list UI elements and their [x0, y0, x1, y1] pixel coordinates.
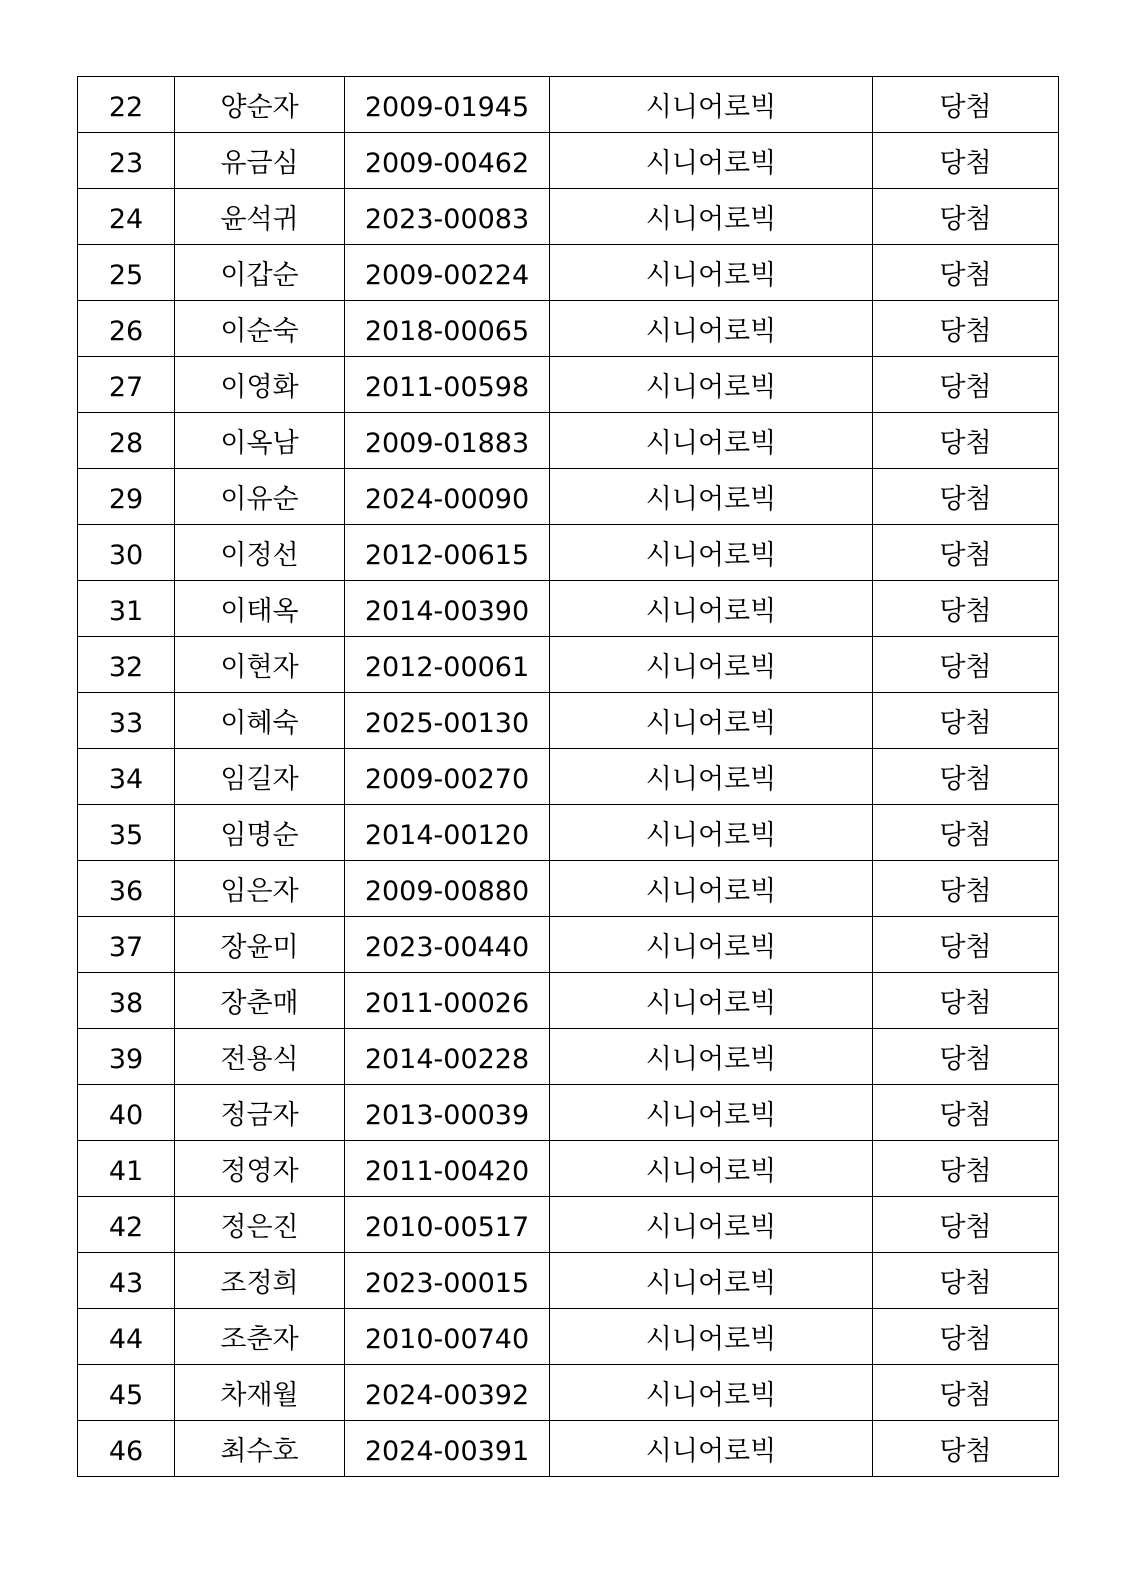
row-number-cell-text: 23 — [108, 148, 144, 179]
result-cell-text: 당첨 — [939, 260, 992, 291]
table-row — [78, 1421, 1059, 1477]
result-cell — [873, 637, 1059, 693]
table-row — [78, 581, 1059, 637]
row-number-cell-text: 37 — [108, 932, 144, 963]
name-cell — [175, 1029, 345, 1085]
member-id-cell-text: 2013-00039 — [364, 1100, 530, 1131]
member-id-cell — [345, 693, 550, 749]
name-cell-text: 이현자 — [220, 652, 299, 683]
result-cell-text: 당첨 — [939, 1044, 992, 1075]
table-row — [78, 1309, 1059, 1365]
member-id-cell-text: 2011-00598 — [364, 372, 530, 403]
table-body — [78, 77, 1059, 1477]
row-number-cell-text: 27 — [108, 372, 144, 403]
member-id-cell-text: 2024-00391 — [364, 1436, 530, 1467]
member-id-cell-text: 2011-00420 — [364, 1156, 530, 1187]
name-cell — [175, 357, 345, 413]
program-cell — [550, 1085, 873, 1141]
result-cell-text: 당첨 — [939, 316, 992, 347]
table-row — [78, 917, 1059, 973]
row-number-cell-text: 38 — [108, 988, 144, 1019]
program-cell — [550, 357, 873, 413]
name-cell — [175, 133, 345, 189]
member-id-cell-text: 2009-00270 — [364, 764, 530, 795]
result-cell — [873, 1141, 1059, 1197]
row-number-cell-text: 46 — [108, 1436, 144, 1467]
result-cell — [873, 469, 1059, 525]
name-cell-text: 전용식 — [220, 1044, 299, 1075]
row-number-cell — [78, 1029, 175, 1085]
program-cell-text: 시니어로빅 — [645, 1324, 777, 1355]
result-cell — [873, 1029, 1059, 1085]
member-id-cell-text: 2023-00083 — [364, 204, 530, 235]
row-number-cell — [78, 749, 175, 805]
member-id-cell — [345, 413, 550, 469]
name-cell — [175, 637, 345, 693]
member-id-cell-text: 2012-00615 — [364, 540, 530, 571]
member-id-cell — [345, 917, 550, 973]
result-cell — [873, 1365, 1059, 1421]
program-cell-text: 시니어로빅 — [645, 260, 777, 291]
row-number-cell — [78, 1197, 175, 1253]
member-id-cell-text: 2014-00228 — [364, 1044, 530, 1075]
table-row — [78, 1141, 1059, 1197]
row-number-cell — [78, 1421, 175, 1477]
table-row — [78, 1029, 1059, 1085]
result-cell — [873, 133, 1059, 189]
result-cell — [873, 749, 1059, 805]
name-cell-text: 양순자 — [220, 92, 299, 123]
program-cell-text: 시니어로빅 — [645, 932, 777, 963]
name-cell-text: 정영자 — [220, 1156, 299, 1187]
member-id-cell-text: 2009-01945 — [364, 92, 530, 123]
member-id-cell — [345, 1365, 550, 1421]
table-row — [78, 413, 1059, 469]
name-cell-text: 이정선 — [220, 540, 299, 571]
program-cell-text: 시니어로빅 — [645, 148, 777, 179]
program-cell-text: 시니어로빅 — [645, 204, 777, 235]
program-cell — [550, 1421, 873, 1477]
name-cell-text: 임은자 — [220, 876, 299, 907]
row-number-cell-text: 26 — [108, 316, 144, 347]
name-cell — [175, 805, 345, 861]
name-cell — [175, 1085, 345, 1141]
program-cell-text: 시니어로빅 — [645, 428, 777, 459]
result-cell-text: 당첨 — [939, 1324, 992, 1355]
member-id-cell-text: 2023-00440 — [364, 932, 530, 963]
name-cell — [175, 301, 345, 357]
result-cell-text: 당첨 — [939, 708, 992, 739]
name-cell — [175, 77, 345, 133]
result-cell — [873, 1197, 1059, 1253]
result-cell-text: 당첨 — [939, 876, 992, 907]
name-cell-text: 임길자 — [220, 764, 299, 795]
program-cell — [550, 1253, 873, 1309]
member-id-cell — [345, 973, 550, 1029]
row-number-cell-text: 33 — [108, 708, 144, 739]
name-cell-text: 이영화 — [220, 372, 299, 403]
result-cell — [873, 917, 1059, 973]
result-cell-text: 당첨 — [939, 204, 992, 235]
table-row — [78, 133, 1059, 189]
name-cell — [175, 917, 345, 973]
program-cell — [550, 189, 873, 245]
member-id-cell-text: 2010-00740 — [364, 1324, 530, 1355]
program-cell — [550, 805, 873, 861]
member-id-cell-text: 2024-00090 — [364, 484, 530, 515]
result-cell — [873, 973, 1059, 1029]
table-row — [78, 77, 1059, 133]
program-cell-text: 시니어로빅 — [645, 988, 777, 1019]
row-number-cell-text: 35 — [108, 820, 144, 851]
name-cell — [175, 469, 345, 525]
member-id-cell-text: 2010-00517 — [364, 1212, 530, 1243]
row-number-cell-text: 41 — [108, 1156, 144, 1187]
row-number-cell-text: 39 — [108, 1044, 144, 1075]
member-id-cell-text: 2018-00065 — [364, 316, 530, 347]
row-number-cell — [78, 525, 175, 581]
member-id-cell-text: 2014-00120 — [364, 820, 530, 851]
result-cell-text: 당첨 — [939, 764, 992, 795]
row-number-cell-text: 45 — [108, 1380, 144, 1411]
program-cell — [550, 1365, 873, 1421]
program-cell-text: 시니어로빅 — [645, 1268, 777, 1299]
member-id-cell — [345, 525, 550, 581]
result-cell-text: 당첨 — [939, 1268, 992, 1299]
member-id-cell-text: 2024-00392 — [364, 1380, 530, 1411]
result-cell-text: 당첨 — [939, 484, 992, 515]
member-id-cell-text: 2025-00130 — [364, 708, 530, 739]
program-cell — [550, 301, 873, 357]
member-id-cell-text: 2012-00061 — [364, 652, 530, 683]
member-id-cell-text: 2014-00390 — [364, 596, 530, 627]
member-id-cell-text: 2009-00880 — [364, 876, 530, 907]
program-cell-text: 시니어로빅 — [645, 1044, 777, 1075]
row-number-cell — [78, 301, 175, 357]
member-id-cell — [345, 861, 550, 917]
result-cell-text: 당첨 — [939, 1100, 992, 1131]
name-cell-text: 이유순 — [220, 484, 299, 515]
program-cell-text: 시니어로빅 — [645, 652, 777, 683]
result-cell — [873, 1085, 1059, 1141]
member-id-cell — [345, 1029, 550, 1085]
name-cell-text: 이갑순 — [220, 260, 299, 291]
member-id-cell-text: 2009-00224 — [364, 260, 530, 291]
name-cell-text: 최수호 — [220, 1436, 299, 1467]
table-row — [78, 1197, 1059, 1253]
name-cell-text: 윤석귀 — [220, 204, 299, 235]
row-number-cell-text: 36 — [108, 876, 144, 907]
name-cell-text: 유금심 — [220, 148, 299, 179]
name-cell-text: 이태옥 — [220, 596, 299, 627]
program-cell-text: 시니어로빅 — [645, 372, 777, 403]
name-cell — [175, 749, 345, 805]
name-cell-text: 정은진 — [220, 1212, 299, 1243]
program-cell-text: 시니어로빅 — [645, 1380, 777, 1411]
program-cell — [550, 1141, 873, 1197]
result-cell-text: 당첨 — [939, 596, 992, 627]
table-row — [78, 973, 1059, 1029]
row-number-cell-text: 31 — [108, 596, 144, 627]
name-cell — [175, 1141, 345, 1197]
name-cell — [175, 413, 345, 469]
member-id-cell — [345, 1309, 550, 1365]
name-cell — [175, 693, 345, 749]
program-cell — [550, 693, 873, 749]
program-cell-text: 시니어로빅 — [645, 1436, 777, 1467]
name-cell — [175, 189, 345, 245]
table-row — [78, 1365, 1059, 1421]
table-row — [78, 469, 1059, 525]
result-cell-text: 당첨 — [939, 92, 992, 123]
name-cell-text: 차재월 — [220, 1380, 299, 1411]
row-number-cell-text: 40 — [108, 1100, 144, 1131]
table-row — [78, 301, 1059, 357]
member-id-cell-text: 2011-00026 — [364, 988, 530, 1019]
row-number-cell — [78, 469, 175, 525]
table-row — [78, 245, 1059, 301]
result-cell-text: 당첨 — [939, 540, 992, 571]
result-cell — [873, 1309, 1059, 1365]
row-number-cell-text: 42 — [108, 1212, 144, 1243]
program-cell-text: 시니어로빅 — [645, 1100, 777, 1131]
name-cell-text: 장춘매 — [220, 988, 299, 1019]
name-cell — [175, 1421, 345, 1477]
row-number-cell-text: 29 — [108, 484, 144, 515]
program-cell-text: 시니어로빅 — [645, 316, 777, 347]
member-id-cell — [345, 805, 550, 861]
name-cell — [175, 1197, 345, 1253]
result-cell-text: 당첨 — [939, 932, 992, 963]
program-cell — [550, 917, 873, 973]
name-cell — [175, 245, 345, 301]
member-id-cell-text: 2023-00015 — [364, 1268, 530, 1299]
row-number-cell-text: 32 — [108, 652, 144, 683]
program-cell-text: 시니어로빅 — [645, 92, 777, 123]
table-row — [78, 637, 1059, 693]
member-id-cell — [345, 1253, 550, 1309]
program-cell-text: 시니어로빅 — [645, 764, 777, 795]
row-number-cell-text: 30 — [108, 540, 144, 571]
table-row — [78, 861, 1059, 917]
row-number-cell-text: 25 — [108, 260, 144, 291]
row-number-cell — [78, 693, 175, 749]
result-cell — [873, 1421, 1059, 1477]
name-cell-text: 이순숙 — [220, 316, 299, 347]
table-row — [78, 1085, 1059, 1141]
row-number-cell — [78, 133, 175, 189]
member-id-cell — [345, 357, 550, 413]
name-cell-text: 임명순 — [220, 820, 299, 851]
program-cell — [550, 469, 873, 525]
result-cell-text: 당첨 — [939, 1212, 992, 1243]
name-cell-text: 장윤미 — [220, 932, 299, 963]
program-cell — [550, 973, 873, 1029]
row-number-cell — [78, 973, 175, 1029]
row-number-cell — [78, 189, 175, 245]
program-cell-text: 시니어로빅 — [645, 596, 777, 627]
program-cell-text: 시니어로빅 — [645, 540, 777, 571]
member-id-cell — [345, 581, 550, 637]
result-cell-text: 당첨 — [939, 1156, 992, 1187]
result-cell-text: 당첨 — [939, 820, 992, 851]
row-number-cell — [78, 1309, 175, 1365]
name-cell — [175, 581, 345, 637]
program-cell — [550, 413, 873, 469]
row-number-cell-text: 44 — [108, 1324, 144, 1355]
row-number-cell — [78, 77, 175, 133]
name-cell-text: 조춘자 — [220, 1324, 299, 1355]
member-id-cell — [345, 469, 550, 525]
name-cell — [175, 1253, 345, 1309]
program-cell-text: 시니어로빅 — [645, 708, 777, 739]
table-row — [78, 357, 1059, 413]
name-cell-text: 정금자 — [220, 1100, 299, 1131]
member-id-cell — [345, 77, 550, 133]
table-row — [78, 693, 1059, 749]
program-cell — [550, 861, 873, 917]
row-number-cell — [78, 861, 175, 917]
result-cell — [873, 693, 1059, 749]
table-row — [78, 805, 1059, 861]
row-number-cell-text: 34 — [108, 764, 144, 795]
program-cell — [550, 133, 873, 189]
row-number-cell-text: 28 — [108, 428, 144, 459]
row-number-cell — [78, 581, 175, 637]
result-cell-text: 당첨 — [939, 988, 992, 1019]
result-cell — [873, 357, 1059, 413]
row-number-cell — [78, 805, 175, 861]
row-number-cell — [78, 1365, 175, 1421]
result-cell-text: 당첨 — [939, 652, 992, 683]
program-cell — [550, 581, 873, 637]
result-cell — [873, 301, 1059, 357]
member-id-cell — [345, 1085, 550, 1141]
row-number-cell-text: 43 — [108, 1268, 144, 1299]
row-number-cell — [78, 917, 175, 973]
row-number-cell — [78, 245, 175, 301]
member-id-cell-text: 2009-01883 — [364, 428, 530, 459]
table-row — [78, 189, 1059, 245]
name-cell — [175, 525, 345, 581]
member-id-cell — [345, 1421, 550, 1477]
program-cell — [550, 1309, 873, 1365]
program-cell-text: 시니어로빅 — [645, 1156, 777, 1187]
result-cell-text: 당첨 — [939, 148, 992, 179]
row-number-cell — [78, 1085, 175, 1141]
result-cell — [873, 581, 1059, 637]
result-cell — [873, 861, 1059, 917]
row-number-cell — [78, 357, 175, 413]
member-id-cell — [345, 749, 550, 805]
member-id-cell — [345, 637, 550, 693]
name-cell-text: 조정희 — [220, 1268, 299, 1299]
member-id-cell — [345, 301, 550, 357]
program-cell-text: 시니어로빅 — [645, 876, 777, 907]
row-number-cell — [78, 1141, 175, 1197]
program-cell — [550, 525, 873, 581]
result-cell-text: 당첨 — [939, 1380, 992, 1411]
result-cell-text: 당첨 — [939, 428, 992, 459]
name-cell-text: 이옥남 — [220, 428, 299, 459]
row-number-cell-text: 24 — [108, 204, 144, 235]
program-cell — [550, 1029, 873, 1085]
member-id-cell-text: 2009-00462 — [364, 148, 530, 179]
result-cell — [873, 413, 1059, 469]
program-cell — [550, 1197, 873, 1253]
member-id-cell — [345, 1141, 550, 1197]
result-cell — [873, 1253, 1059, 1309]
program-cell — [550, 637, 873, 693]
name-cell — [175, 861, 345, 917]
result-cell — [873, 189, 1059, 245]
program-cell-text: 시니어로빅 — [645, 484, 777, 515]
member-id-cell — [345, 1197, 550, 1253]
row-number-cell-text: 22 — [108, 92, 144, 123]
table-row — [78, 525, 1059, 581]
name-cell — [175, 1309, 345, 1365]
row-number-cell — [78, 1253, 175, 1309]
row-number-cell — [78, 637, 175, 693]
program-cell-text: 시니어로빅 — [645, 820, 777, 851]
lottery-result-table — [77, 76, 1059, 1477]
table-row — [78, 749, 1059, 805]
row-number-cell — [78, 413, 175, 469]
program-cell — [550, 749, 873, 805]
name-cell-text: 이혜숙 — [220, 708, 299, 739]
result-cell — [873, 77, 1059, 133]
program-cell — [550, 77, 873, 133]
name-cell — [175, 973, 345, 1029]
member-id-cell — [345, 245, 550, 301]
program-cell-text: 시니어로빅 — [645, 1212, 777, 1243]
result-cell-text: 당첨 — [939, 372, 992, 403]
member-id-cell — [345, 189, 550, 245]
table-row — [78, 1253, 1059, 1309]
result-cell-text: 당첨 — [939, 1436, 992, 1467]
result-cell — [873, 805, 1059, 861]
name-cell — [175, 1365, 345, 1421]
result-cell — [873, 525, 1059, 581]
result-cell — [873, 245, 1059, 301]
member-id-cell — [345, 133, 550, 189]
program-cell — [550, 245, 873, 301]
